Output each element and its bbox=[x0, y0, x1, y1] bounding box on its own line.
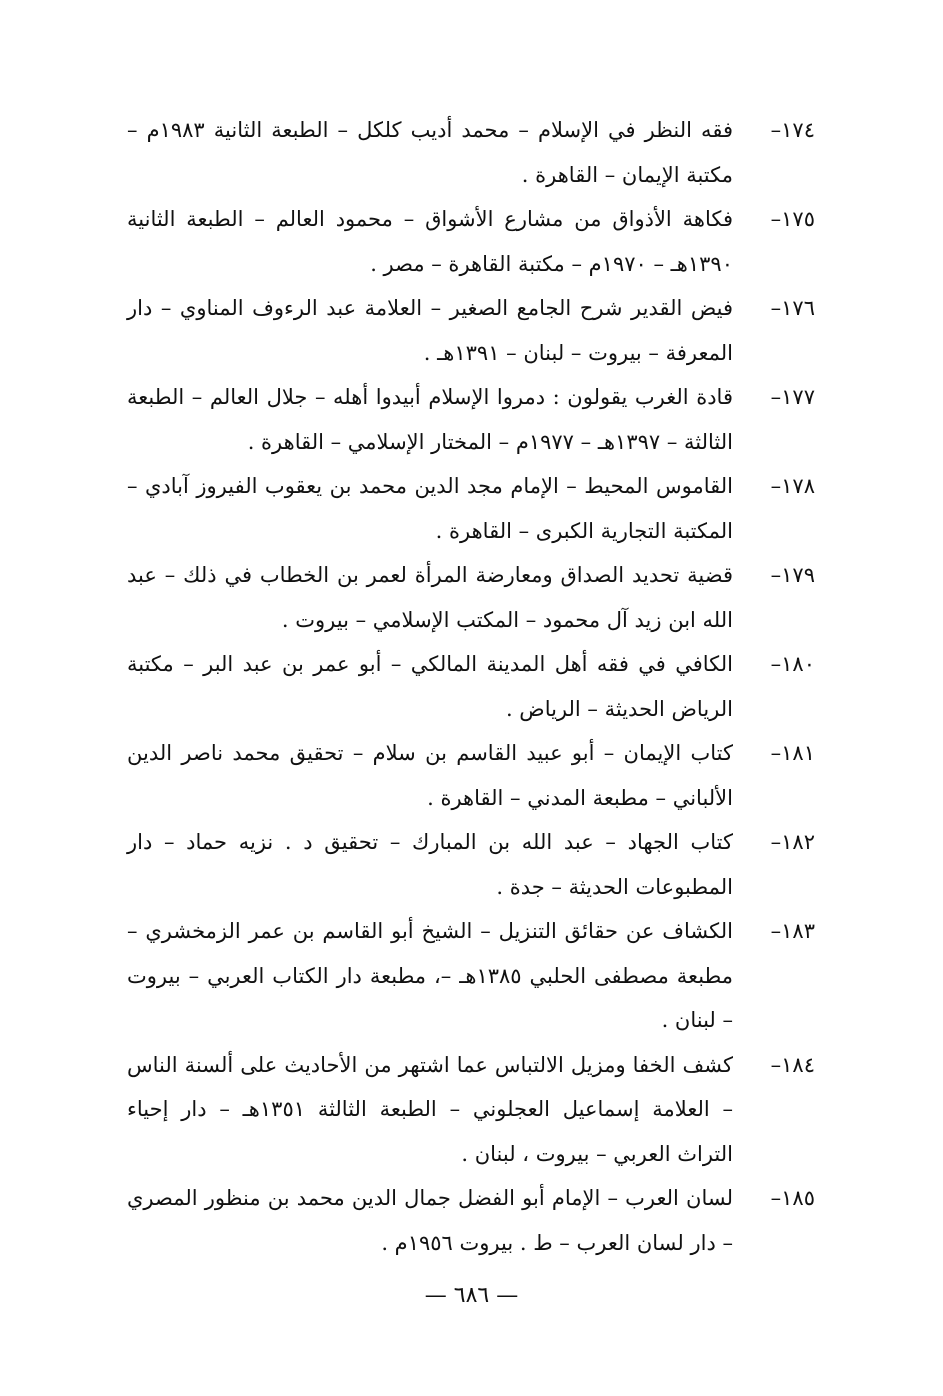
entry-number: ١٨٥– bbox=[770, 1186, 815, 1210]
bibliography-entry bbox=[127, 375, 815, 464]
entry-text: لسان العرب – الإمام أبو الفضل جمال الدين محمد بن منظور المصري – دار لسان العرب – ط . بيروت ١٩٥٦م . bbox=[127, 1186, 733, 1255]
entry-number: ١٨٠– bbox=[770, 652, 815, 676]
bibliography-entry bbox=[127, 820, 815, 909]
bibliography-list bbox=[127, 108, 815, 1265]
entry-text: فيض القدير شرح الجامع الصغير – العلامة عبد الرءوف المناوي – دار المعرفة – بيروت – لبنان – ١٣٩١هـ . bbox=[127, 296, 733, 365]
entry-number: ١٧٧– bbox=[770, 385, 815, 409]
entry-text: كتاب الإيمان – أبو عبيد القاسم بن سلام – تحقيق محمد ناصر الدين الألباني – مطبعة المدني – القاهرة . bbox=[127, 741, 733, 810]
entry-number: ١٨١– bbox=[770, 741, 815, 765]
bibliography-entry bbox=[127, 909, 815, 1043]
bibliography-entry bbox=[127, 731, 815, 820]
entry-text: كتاب الجهاد – عبد الله بن المبارك – تحقيق د . نزيه حماد – دار المطبوعات الحديثة – جدة . bbox=[127, 830, 733, 899]
entry-text: كشف الخفا ومزيل الالتباس عما اشتهر من الأحاديث على ألسنة الناس – العلامة إسماعيل العجلوني – الطبعة الثالثة ١٣٥١هـ – دار إحياء التراث العربي – بيروت ، لبنان . bbox=[127, 1052, 733, 1166]
entry-number: ١٨٣– bbox=[770, 919, 815, 943]
entry-text: فكاهة الأذواق من مشارع الأشواق – محمود العالم – الطبعة الثانية ١٣٩٠هـ – ١٩٧٠م – مكتبة القاهرة – مصر . bbox=[127, 207, 733, 276]
entry-number: ١٧٦– bbox=[770, 296, 815, 320]
bibliography-entry bbox=[127, 286, 815, 375]
entry-number: ١٧٩– bbox=[770, 563, 815, 587]
entry-number: ١٧٥– bbox=[770, 207, 815, 231]
bibliography-entry bbox=[127, 1176, 815, 1265]
entry-text: فقه النظر في الإسلام – محمد أديب كلكل – الطبعة الثانية ١٩٨٣م – مكتبة الإيمان – القاهرة . bbox=[127, 118, 733, 187]
entry-number: ١٧٨– bbox=[770, 474, 815, 498]
entry-number: ١٨٤– bbox=[770, 1052, 815, 1077]
entry-text: الكشاف عن حقائق التنزيل – الشيخ أبو القاسم بن عمر الزمخشري – مطبعة مصطفى الحلبي ١٣٨٥هـ –، مطبعة دار الكتاب العربي – بيروت – لبنان . bbox=[127, 919, 734, 1032]
entry-text: القاموس المحيط – الإمام مجد الدين محمد بن يعقوب الفيروز آبادي – المكتبة التجارية الكبرى – القاهرة . bbox=[127, 474, 733, 543]
entry-number: ١٨٢– bbox=[770, 830, 815, 854]
entry-text: الكافي في فقه أهل المدينة المالكي – أبو عمر بن عبد البر – مكتبة الرياض الحديثة – الرياض . bbox=[127, 652, 733, 721]
entry-text: قضية تحديد الصداق ومعارضة المرأة لعمر بن الخطاب في ذلك – عبد الله ابن زيد آل محمود – المكتب الإسلامي – بيروت . bbox=[127, 563, 733, 632]
bibliography-entry bbox=[127, 108, 815, 197]
bibliography-entry bbox=[127, 642, 815, 731]
bibliography-entry bbox=[127, 1043, 815, 1177]
entry-number: ١٧٤– bbox=[770, 118, 815, 142]
bibliography-entry bbox=[127, 464, 815, 553]
bibliography-entry bbox=[127, 553, 815, 642]
page-number: — ٦٨٦ — bbox=[424, 1283, 519, 1308]
entry-text: قادة الغرب يقولون : دمروا الإسلام أبيدوا أهله – جلال العالم – الطبعة الثالثة – ١٣٩٧هـ – ١٩٧٧م – المختار الإسلامي – القاهرة . bbox=[127, 385, 733, 454]
bibliography-entry bbox=[127, 197, 815, 286]
